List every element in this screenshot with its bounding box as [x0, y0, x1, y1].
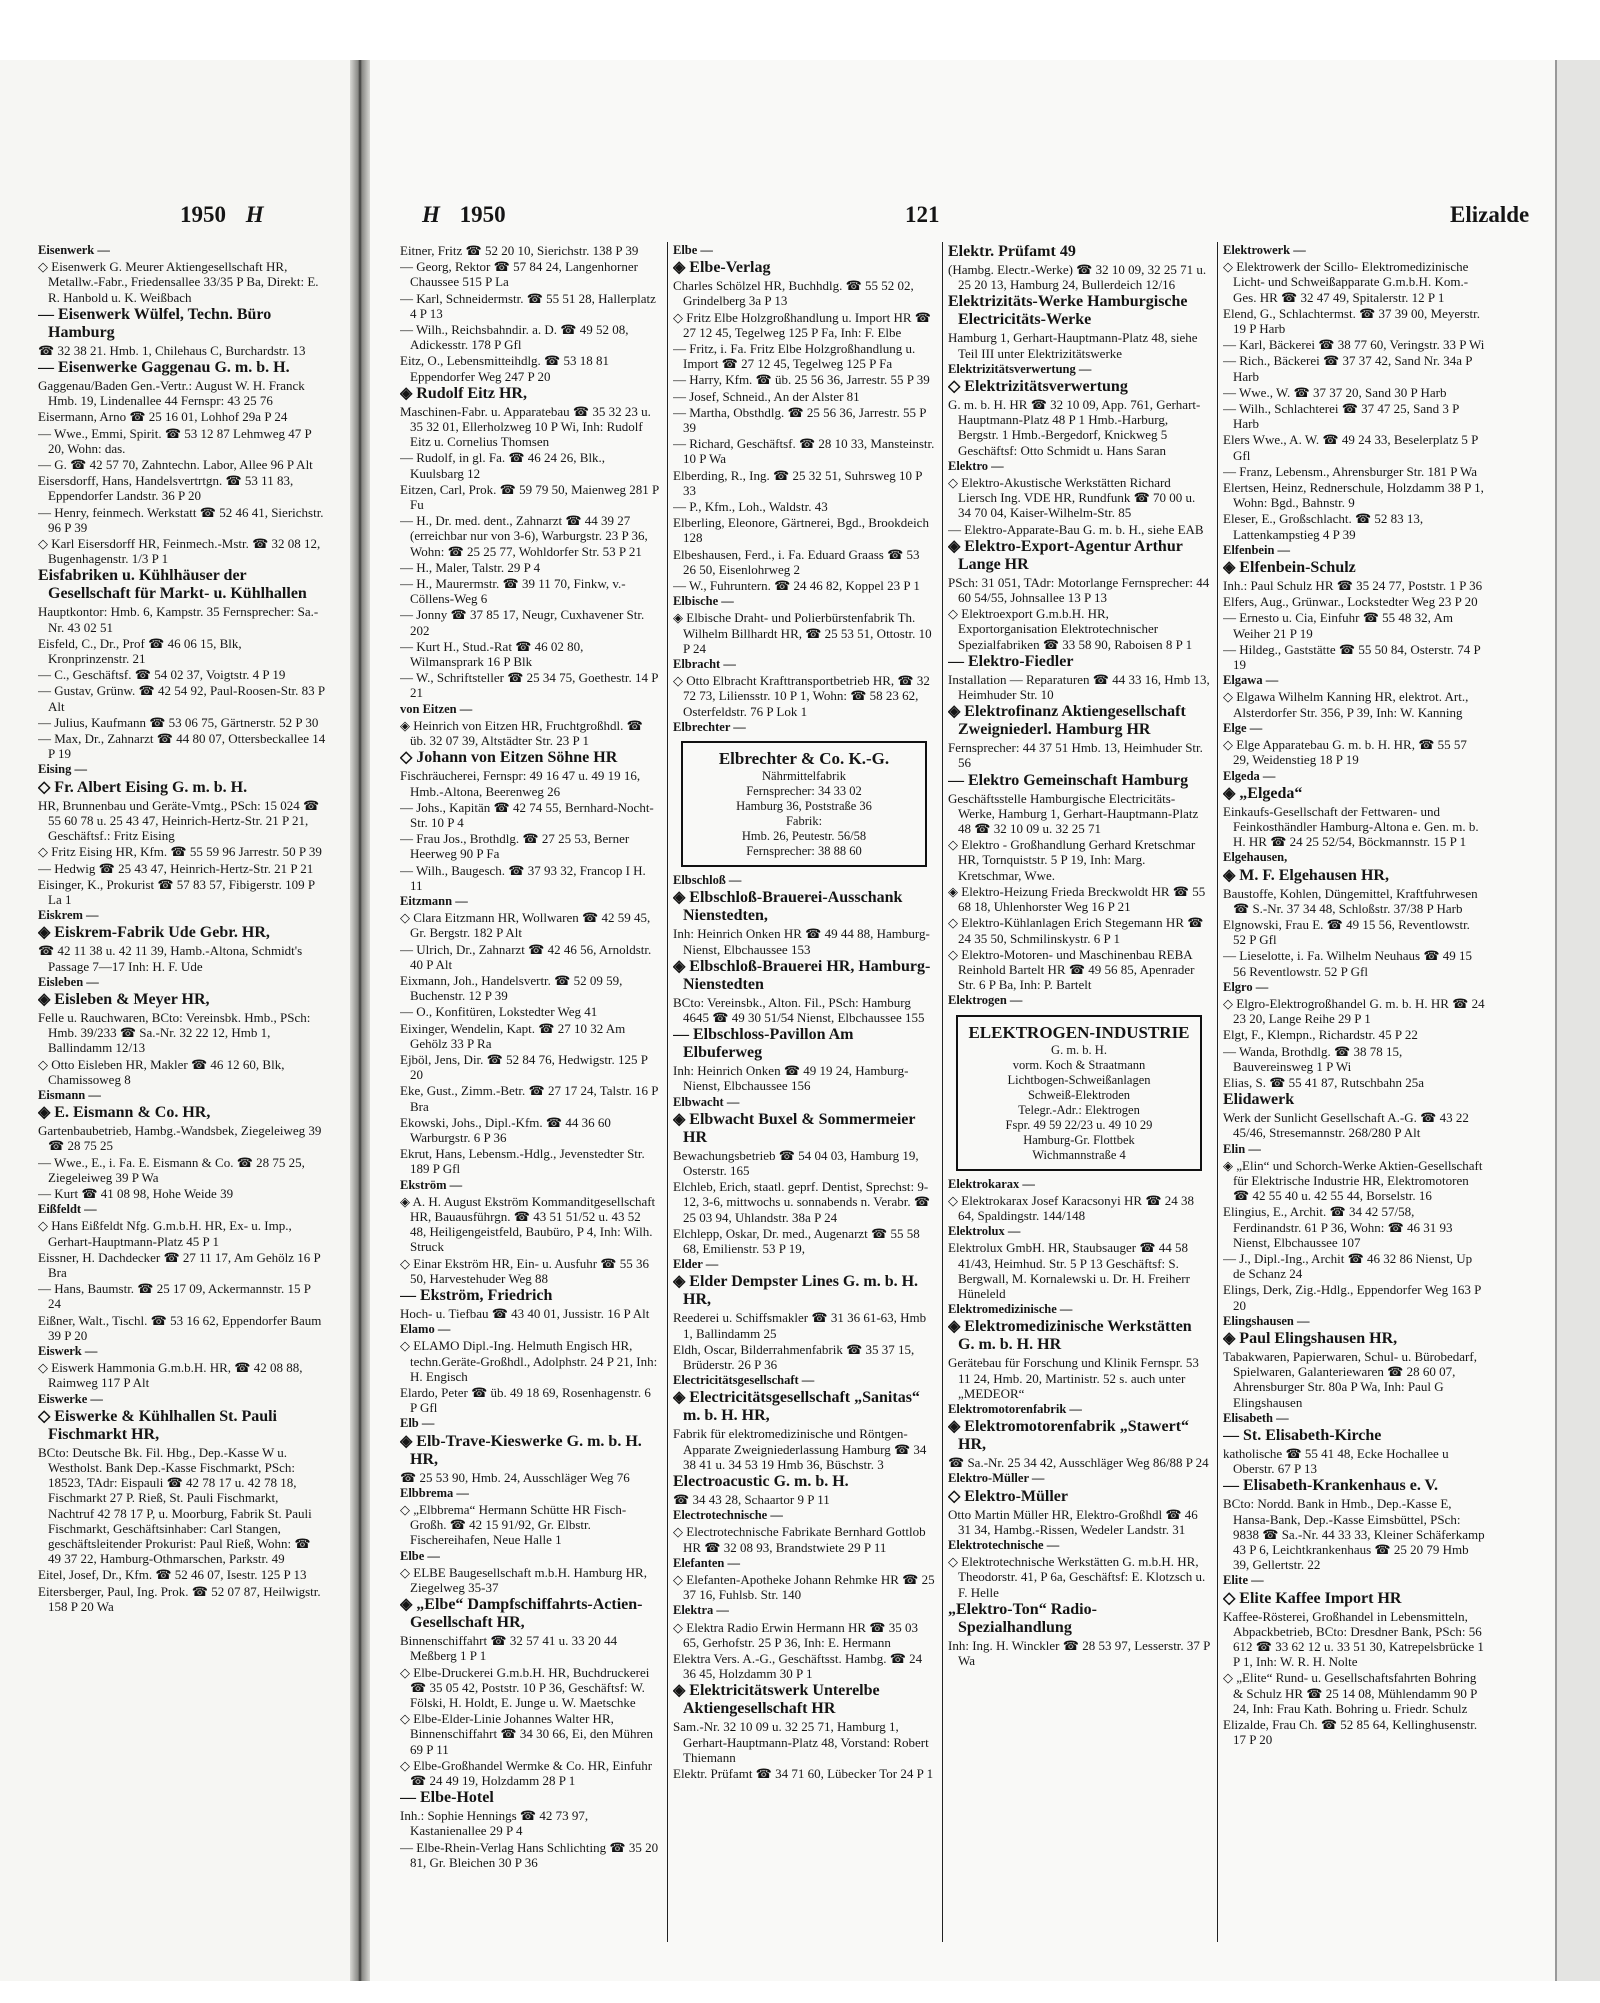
firm-name-heading: ◈ Elektromotorenfabrik „Stawert“ HR, [948, 1418, 1190, 1454]
keyword-heading: Elektrowerk — [1223, 243, 1306, 257]
firm-name-heading: — Eisenwerke Gaggenau G. m. b. H. [38, 359, 290, 377]
directory-entry: Eixmann, Joh., Handelsvertr. ☎ 52 09 59, Buchenstr. 12 P 39 [400, 972, 623, 1004]
directory-entry: Eitner, Fritz ☎ 52 20 10, Sierichstr. 138 P 39 [400, 243, 639, 258]
firm-name-heading: ◇ Elite Kaffee Import HR [1223, 1589, 1402, 1607]
directory-entry: ◇ Elbe-Elder-Linie Johannes Walter HR, Binnenschiffahrt ☎ 34 30 66, Ei, den Mühren 69 P 11 [400, 1711, 654, 1757]
directory-entry: ◇ Elefanten-Apotheke Johann Rehmke HR ☎ 25 37 16, Fuhlsb. Str. 140 [673, 1571, 935, 1603]
directory-entry: ☎ 25 53 90, Hmb. 24, Ausschläger Weg 76 [400, 1469, 630, 1485]
directory-entry: — Wwe., E., i. Fa. E. Eismann & Co. ☎ 28 75 25, Ziegeleiweg 39 P Wa [38, 1154, 305, 1185]
firm-name-heading: ◈ E. Eismann & Co. HR, [38, 1104, 211, 1122]
directory-entry: Elchleb, Erich, staatl. geprf. Dentist, Sprechst: 9-12, 3-6, mittwochs u. sonnabends n. Verabr. ☎ 25 03 94, Uhlandstr. 38a P 24 [673, 1179, 931, 1225]
directory-entry: ☎ 34 43 28, Schaartor 9 P 11 [673, 1491, 830, 1507]
column-rule [1217, 242, 1218, 1942]
directory-entry: Elberling, Eleonore, Gärtnerei, Bgd., Brookdeich 128 [673, 515, 929, 546]
right-column-1 [400, 243, 660, 2003]
directory-entry: Eisfeld, C., Dr., Prof ☎ 46 06 15, Blk, Kronprinzenstr. 21 [38, 635, 242, 667]
directory-entry: ◈ Elektro-Heizung Frieda Breckwoldt HR ☎ 55 68 18, Uhlenhorster Weg 16 P 21 [948, 883, 1206, 915]
keyword-heading: Elektro — [948, 458, 1004, 473]
directory-entry: Ekowski, Johs., Dipl.-Kfm. ☎ 44 36 60 Warburgstr. 6 P 36 [400, 1114, 611, 1145]
ad-line-6: Fspr. 49 59 22/23 u. 49 10 29 [1005, 1117, 1153, 1132]
directory-entry: Charles Schölzel HR, Buchhdlg. ☎ 55 52 02, Grindelberg 3a P 13 [673, 278, 914, 309]
keyword-heading: Elite — [1223, 1573, 1264, 1588]
directory-entry: — Max, Dr., Zahnarzt ☎ 44 80 07, Ottersbeckallee 14 P 19 [38, 731, 326, 762]
firm-name-heading: Eisfabriken u. Kühlhäuser der Gesellschaft für Markt- u. Kühlhallen [38, 567, 307, 603]
ad-line-2: vorm. Koch & Straatmann [1012, 1057, 1146, 1072]
page-number: 121 [905, 202, 940, 227]
directory-entry: — H., Maler, Talstr. 29 P 4 [400, 559, 541, 575]
keyword-heading: Elisabeth — [1223, 1410, 1289, 1425]
firm-name-heading: ◈ Electricitätsgesellschaft „Sanitas“ m. b. H. HR, [673, 1389, 920, 1425]
keyword-heading: Elektrizitätsverwertung — [948, 361, 1092, 376]
directory-entry: ◇ Einar Ekström HR, Ein- u. Ausfuhr ☎ 55 36 50, Harvestehuder Weg 88 [400, 1255, 649, 1286]
directory-entry: ◇ ELBE Baugesellschaft m.b.H. Hamburg HR, Ziegelweg 35-37 [400, 1564, 647, 1596]
running-head: Elizalde [1450, 202, 1530, 227]
directory-entry: ◇ Elektra Radio Erwin Hermann HR ☎ 35 03 65, Gerhofstr. 25 P 36, Inh: E. Hermann [673, 1619, 918, 1650]
keyword-heading: Elbbrema — [400, 1485, 469, 1500]
directory-entry: Ekrut, Hans, Lebensm.-Hdlg., Jevenstedter Str. 189 P Gfl [400, 1146, 645, 1177]
ad-line-3: Lichtbogen-Schweißanlagen [1007, 1072, 1151, 1087]
directory-entry: Elend, G., Schlachtermst. ☎ 37 39 00, Meyerstr. 19 P Harb [1223, 305, 1481, 337]
directory-entry: HR, Brunnenbau und Geräte-Vmtg., PSch: 15 024 ☎ 55 60 78 u. 25 43 47, Heinrich-Hertz-Str. 21 P 21, Geschäftsf.: Fritz Eising [38, 797, 320, 844]
firm-name-heading: ◇ Johann von Eitzen Söhne HR [400, 749, 618, 767]
directory-entry: ☎ 32 38 21. Hmb. 1, Chilehaus C, Burchardstr. 13 [38, 342, 306, 358]
directory-entry: ◇ Elbe-Großhandel Wermke & Co. HR, Einfuhr ☎ 24 49 19, Holzdamm 28 P 1 [400, 1757, 653, 1789]
ad-line-6: Fernsprecher: 38 88 60 [746, 844, 862, 859]
firm-name-heading: ◇ Elektro-Müller [948, 1487, 1068, 1505]
directory-entry: Reederei u. Schiffsmakler ☎ 31 36 61-63, Hmb 1, Ballindamm 25 [673, 1310, 927, 1341]
right-page-header-left [422, 202, 506, 228]
ad-line-7: Hamburg-Gr. Flottbek [1023, 1132, 1135, 1147]
directory-entry: — Frau Jos., Brothdlg. ☎ 27 25 53, Berner Heerweg 90 P Fa [400, 831, 630, 862]
keyword-heading: von Eitzen — [400, 701, 473, 716]
directory-entry: Elgnowski, Frau E. ☎ 49 15 56, Reventlowstr. 52 P Gfl [1223, 916, 1470, 948]
directory-entry: ◇ Elbe-Druckerei G.m.b.H. HR, Buchdruckerei ☎ 35 05 42, Poststr. 10 P 36, Geschäftsf: W. Fölski, H. Holdt, E. Junge u. W. Maetschke [400, 1664, 650, 1711]
firm-name-heading: — Elektro Gemeinschaft Hamburg [948, 771, 1189, 789]
directory-entry: Eisinger, K., Prokurist ☎ 57 83 57, Fibigerstr. 109 P La 1 [38, 876, 315, 907]
ad-line-1: Nährmittelfabrik [762, 769, 846, 784]
directory-entry: ◇ Otto Eisleben HR, Makler ☎ 46 12 60, Blk, Chamissoweg 8 [38, 1056, 285, 1087]
directory-entry: — Wwe., Emmi, Spirit. ☎ 53 12 87 Lehmweg 47 P 20, Wohn: das. [38, 425, 312, 456]
keyword-heading: Elbe — [673, 243, 713, 257]
directory-entry: Geschäftsstelle Hamburgische Electricitäts-Werke, Hamburg 1, Gerhart-Hauptmann-Platz 48 ☎ 32 10 09 u. 32 25 71 [948, 790, 1199, 837]
ad-line-8: Wichmannstraße 4 [1032, 1147, 1126, 1162]
left-page-header [180, 202, 264, 228]
directory-entry: Elektra Vers. A.-G., Geschäftsst. Hambg. ☎ 24 36 45, Holzdamm 30 P 1 [673, 1651, 923, 1682]
directory-entry: — O., Konfitüren, Lokstedter Weg 41 [400, 1004, 598, 1020]
ad-line-2: Fernsprecher: 34 33 02 [746, 784, 862, 799]
directory-entry: ◇ Clara Eitzmann HR, Wollwaren ☎ 42 59 45, Gr. Bergstr. 182 P Alt [400, 910, 651, 941]
ad-line-4: Fabrik: [785, 814, 823, 829]
keyword-heading: Elektrotechnische — [948, 1537, 1060, 1552]
directory-entry: ◇ „Elbbrema“ Hermann Schütte HR Fisch-Großh. ☎ 42 15 91/92, Gr. Elbstr. Fischereihafen, Neue Halle 1 [400, 1502, 627, 1548]
directory-entry: — Karl, Schneidermstr. ☎ 55 51 28, Hallerplatz 4 P 13 [400, 290, 656, 321]
firm-name-heading: Elektrizitäts-Werke Hamburgische Electricitäts-Werke [948, 293, 1188, 329]
directory-entry: Eissner, H. Dachdecker ☎ 27 11 17, Am Gehölz 16 P Bra [38, 1249, 321, 1280]
directory-entry: Elgt, F., Klempn., Richardstr. 45 P 22 [1223, 1027, 1418, 1043]
directory-entry: — Rudolf, in gl. Fa. ☎ 46 24 26, Blk., Kuulsbarg 12 [400, 450, 606, 481]
keyword-heading: Elingshausen — [1223, 1313, 1310, 1328]
firm-name-heading: ◇ Elektrizitätsverwertung [948, 378, 1128, 396]
keyword-heading: Eisenwerk — [38, 243, 110, 257]
directory-entry: — H., Maurermstr. ☎ 39 11 70, Finkw, v.-Cöllens-Weg 6 [400, 576, 626, 607]
directory-entry: Kaffee-Rösterei, Großhandel in Lebensmitteln, Abpackbetrieb, BCto: Dresdner Bank, PSch: 56 612 ☎ 33 62 12 u. 33 51 30, Katrepelsbrücke 1 P 1, Inh: W. R. H. Nolte [1223, 1608, 1484, 1670]
directory-entry: — Elektro-Apparate-Bau G. m. b. H., siehe EAB [948, 521, 1204, 537]
directory-entry: Fabrik für elektromedizinische und Röntgen-Apparate Zweigniederlassung Hamburg ☎ 34 38 41 u. 34 53 19 Hmb 36, Büschstr. 3 [673, 1426, 927, 1472]
directory-entry: Eisersdorff, Hans, Handelsvertrtgn. ☎ 53 11 83, Eppendorfer Landstr. 36 P 20 [38, 473, 294, 504]
keyword-heading: Elgehausen, [1223, 850, 1288, 865]
directory-entry: Maschinen-Fabr. u. Apparatebau ☎ 35 32 23 u. 35 32 01, Ellerholzweg 10 P Wi, Inh: Rudolf Eitz u. Cornelius Thomsen [400, 403, 651, 450]
keyword-heading: Eisleben — [38, 974, 99, 989]
directory-entry: Baustoffe, Kohlen, Düngemittel, Kraftfuhrwesen ☎ S.-Nr. 37 34 48, Schloßstr. 37/38 P Harb [1223, 885, 1478, 916]
directory-entry: Elias, S. ☎ 55 41 87, Rutschbahn 25a [1223, 1074, 1425, 1090]
directory-entry: Gartenbaubetrieb, Hambg.-Wandsbek, Ziegeleiweg 39 ☎ 28 75 25 [38, 1123, 322, 1154]
directory-entry: Eitersberger, Paul, Ing. Prok. ☎ 52 07 87, Heilwigstr. 158 P 20 Wa [38, 1583, 321, 1614]
firm-name-heading: ◈ Elb-Trave-Kieswerke G. m. b. H. HR, [400, 1432, 642, 1468]
directory-entry: ◇ Karl Eisersdorff HR, Feinmech.-Mstr. ☎ 32 08 12, Bugenhagenstr. 1/3 P 1 [38, 536, 321, 567]
directory-entry: Ejböl, Jens, Dir. ☎ 52 84 76, Hedwigstr. 125 P 20 [400, 1051, 648, 1083]
firm-name-heading: — Elektro-Fiedler [948, 652, 1074, 670]
directory-entry: — Richard, Geschäftsf. ☎ 28 10 33, Mansteinstr. 10 P Wa [673, 436, 935, 467]
keyword-heading: Elektromedizinische — [948, 1302, 1073, 1317]
keyword-heading: Elbracht — [673, 657, 736, 672]
keyword-heading: Elbwacht — [673, 1094, 740, 1109]
right-page-edge [1555, 60, 1600, 1981]
directory-entry: ◇ Elektrowerk der Scillo- Elektromedizinische Licht- und Schweißapparate G.m.b.H. Kom.-Ges. HR ☎ 32 47 49, Spitalerstr. 12 P 1 [1223, 259, 1469, 305]
directory-entry: — H., Dr. med. dent., Zahnarzt ☎ 44 39 27 (erreichbar nur von 3-6), Warburgstr. 23 P 36, Wohn: ☎ 25 25 77, Wohldorfer Str. 53 P 21 [400, 513, 648, 559]
directory-entry: Elfers, Aug., Grünwar., Lockstedter Weg 23 P 20 [1223, 594, 1478, 610]
directory-entry: ◇ Elgawa Wilhelm Kanning HR, elektrot. Art., Alsterdorfer Str. 356, P 39, Inh: W. Kanning [1223, 689, 1469, 720]
directory-entry: Eisermann, Arno ☎ 25 16 01, Lohhof 29a P 24 [38, 409, 288, 425]
keyword-heading: Elektra — [673, 1603, 729, 1618]
keyword-heading: Elfenbein — [1223, 542, 1291, 557]
directory-entry: — Gustav, Grünw. ☎ 42 54 92, Paul-Roosen-Str. 83 P Alt [38, 683, 325, 714]
directory-entry: ◇ Eiswerk Hammonia G.m.b.H. HR, ☎ 42 08 88, Raimweg 117 P Alt [38, 1360, 303, 1391]
directory-entry: Hamburg 1, Gerhart-Hauptmann-Platz 48, siehe Teil III unter Elektrizitätswerke [948, 330, 1198, 361]
keyword-heading: Elbschloß — [673, 873, 742, 888]
ad-line-5: Telegr.-Adr.: Elektrogen [1018, 1102, 1140, 1117]
ad-title: ELEKTROGEN-INDUSTRIE [968, 1022, 1190, 1042]
left-year: 1950 [180, 202, 226, 227]
right-column-3 [948, 243, 1210, 2003]
right-section-mark: H [422, 202, 440, 227]
directory-entry: ◇ Fritz Eising HR, Kfm. ☎ 55 59 96 Jarrestr. 50 P 39 [38, 844, 322, 860]
firm-name-heading: ◈ Elektro-Export-Agentur Arthur Lange HR [948, 537, 1183, 573]
directory-entry: katholische ☎ 55 41 48, Ecke Hochallee u Oberstr. 67 P 13 [1223, 1446, 1449, 1477]
directory-entry: — Wilh., Schlachterei ☎ 37 47 25, Sand 3 P Harb [1223, 401, 1459, 432]
directory-entry: — Hedwig ☎ 25 43 47, Heinrich-Hertz-Str. 21 P 21 [38, 860, 314, 876]
keyword-heading: Elgeda — [1223, 768, 1276, 783]
directory-entry: BCto: Deutsche Bk. Fil. Hbg., Dep.-Kasse W u. Westholst. Bank Dep.-Kasse Fischmarkt, PSch: 18523, TAdr: Eispauli ☎ 42 78 17 u. 42 78 18, Fischmarkt 27 P. Rieß, St. Pauli Fischmarkt, Nachtruf 42 78 17 P, u. Moorburg, Fabrik St. Pauli Fischmarkt, Geschäftsinhaber: Carl Stangen, geschäftsleitender Prokurist: Paul Rieß, Wohn: ☎ 49 37 22, Hamburg-Othmarschen, Parkstr. 49 [38, 1444, 312, 1567]
directory-entry: — C., Geschäftsf. ☎ 54 02 37, Voigtstr. 4 P 19 [38, 667, 286, 683]
ad-title: Elbrechter & Co. K.-G. [718, 749, 890, 769]
firm-name-heading: ◈ „Elbe“ Dampfschiffahrts-Actien-Gesellschaft HR, [400, 1596, 643, 1632]
directory-entry: BCto: Vereinsbk., Alton. Fil., PSch: Hamburg 4645 ☎ 49 30 51/54 Nienst, Elbchaussee 155 [673, 994, 925, 1025]
directory-entry: ◈ Heinrich von Eitzen HR, Fruchtgroßhdl. ☎ üb. 32 07 39, Altstädter Str. 23 P 1 [400, 717, 643, 749]
left-page-column [38, 243, 326, 2003]
directory-entry: ◇ Electrotechnische Fabrikate Bernhard Gottlob HR ☎ 32 08 93, Brandstwiete 29 P 11 [673, 1524, 926, 1555]
directory-entry: Otto Martin Müller HR, Elektro-Großhdl ☎ 46 31 34, Hambg.-Rissen, Wedeler Landstr. 31 [948, 1506, 1198, 1537]
keyword-heading: Elektrogen — [948, 993, 1023, 1008]
directory-entry: — Hildeg., Gaststätte ☎ 55 50 84, Osterstr. 74 P 19 [1223, 641, 1481, 673]
directory-entry: Elingius, E., Archit. ☎ 34 42 57/58, Ferdinandstr. 61 P 36, Wohn: ☎ 46 31 93 Nienst, Elbchaussee 107 [1223, 1204, 1453, 1250]
keyword-heading: Elbrechter — [673, 719, 746, 734]
directory-entry: ☎ Sa.-Nr. 25 34 42, Ausschläger Weg 86/88 P 24 [948, 1455, 1209, 1471]
firm-name-heading: ◈ Elfenbein-Schulz [1223, 559, 1356, 577]
column-rule [942, 242, 943, 1942]
keyword-heading: Elektrokarax — [948, 1176, 1035, 1191]
keyword-heading: Elbe — [400, 1548, 440, 1563]
ad-line-3: Hamburg 36, Poststraße 36 [736, 799, 872, 814]
directory-entry: — W., Fuhruntern. ☎ 24 46 82, Koppel 23 P 1 [673, 578, 920, 594]
directory-entry: Elizalde, Frau Ch. ☎ 52 85 64, Kellinghusenstr. 17 P 20 [1223, 1717, 1478, 1748]
directory-entry: Inh: Heinrich Onken ☎ 49 19 24, Hamburg-Nienst, Elbchaussee 156 [673, 1063, 909, 1094]
directory-entry: ◇ Elektroexport G.m.b.H. HR, Exportorganisation Elektrotechnischer Spezialfabriken ☎ 33 58 90, Raboisen 8 P 1 [948, 606, 1193, 652]
directory-entry: ◇ „Elite“ Rund- u. Gesellschaftsfahrten Bohring & Schulz HR ☎ 25 14 08, Mühlendamm 90 P 24, Inh: Frau Kath. Bohring u. Friedr. Schulz [1223, 1670, 1477, 1716]
directory-entry: Eldh, Oscar, Bilderrahmenfabrik ☎ 35 37 15, Brüderstr. 26 P 36 [673, 1341, 915, 1372]
directory-entry: ◇ Elektrokarax Josef Karacsonyi HR ☎ 24 38 64, Spaldingstr. 144/148 [948, 1192, 1195, 1223]
right-column-4 [1223, 243, 1485, 2003]
keyword-heading: Electricitätsgesellschaft — [673, 1373, 815, 1388]
keyword-heading: Eiskrem — [38, 908, 99, 923]
keyword-heading: Electrotechnische — [673, 1508, 783, 1523]
directory-entry: — G. ☎ 42 57 70, Zahntechn. Labor, Allee 96 P Alt [38, 457, 313, 473]
elbrechter-advertisement [681, 741, 927, 867]
directory-entry: Einkaufs-Gesellschaft der Fettwaren- und Feinkosthändler Hamburg-Altona e. Gen. m. b. H. HR ☎ 24 25 52/54, Böckmannstr. 15 P 1 [1223, 803, 1479, 850]
directory-entry: Fernsprecher: 44 37 51 Hmb. 13, Heimhuder Str. 56 [948, 740, 1203, 771]
directory-entry: ◇ Elektrotechnische Werkstätten G. m.b.H. HR, Theodorstr. 41, P 6a, Geschäftsf: E. Klotzsch u. F. Helle [948, 1554, 1206, 1600]
firm-name-heading: ◈ Elektricitätswerk Unterelbe Aktiengesellschaft HR [673, 1682, 880, 1718]
directory-entry: Elers Wwe., A. W. ☎ 49 24 33, Beselerplatz 5 P Gfl [1223, 432, 1478, 463]
directory-entry: Elektrolux GmbH. HR, Staubsauger ☎ 44 58 41/43, Heimhud. Str. 5 P 13 Geschäftsf: S. Bergwall, M. Kornalewski u. Dr. H. Freiherr Hüneleld [948, 1240, 1190, 1301]
keyword-heading: Elgawa — [1223, 673, 1279, 688]
firm-name-heading: Elidawerk [1223, 1091, 1295, 1109]
directory-entry: — W., Schriftsteller ☎ 25 34 75, Goethestr. 14 P 21 [400, 670, 659, 701]
directory-entry: ◇ Elektro-Motoren- und Maschinenbau REBA Reinhold Bartelt HR ☎ 49 56 85, Apenrader Str. 6 P Ba, Inh: P. Bartelt [948, 946, 1195, 993]
directory-entry: — Julius, Kaufmann ☎ 53 06 75, Gärtnerstr. 52 P 30 [38, 714, 319, 730]
directory-entry: ◇ Elge Apparatebau G. m. b. H. HR, ☎ 55 57 29, Weidenstieg 18 P 19 [1223, 737, 1467, 768]
keyword-heading: Elgro — [1223, 979, 1269, 994]
directory-entry: Gaggenau/Baden Gen.-Vertr.: August W. H. Franck Hmb. 19, Lindenallee 44 Fernspr: 43 25 76 [38, 378, 305, 409]
directory-entry: Hauptkontor: Hmb. 6, Kampstr. 35 Fernsprecher: Sa.-Nr. 43 02 51 [38, 604, 319, 635]
directory-entry: — Ernesto u. Cia, Einfuhr ☎ 55 48 32, Am Weiher 21 P 19 [1223, 610, 1453, 641]
keyword-heading: Elb — [400, 1416, 435, 1431]
directory-entry: Inh.: Paul Schulz HR ☎ 35 24 77, Poststr. 1 P 36 [1223, 578, 1483, 594]
directory-entry: — Kurt ☎ 41 08 98, Hohe Weide 39 [38, 1185, 234, 1201]
firm-name-heading: ◈ Paul Elingshausen HR, [1223, 1330, 1398, 1347]
directory-entry: Sam.-Nr. 32 10 09 u. 32 25 71, Hamburg 1, Gerhart-Hauptmann-Platz 48, Vorstand: Robert Thiemann [673, 1719, 929, 1765]
directory-entry: Felle u. Rauchwaren, BCto: Vereinsbk. Hmb., PSch: Hmb. 39/233 ☎ Sa.-Nr. 32 22 12, Hmb 1, Ballindamm 12/13 [38, 1009, 311, 1056]
directory-entry: ◈ „Elin“ und Schorch-Werke Aktien-Gesellschaft für Elektrische Industrie HR, Elektromotoren ☎ 42 55 40 u. 42 55 44, Borselstr. 16 [1223, 1157, 1483, 1204]
keyword-heading: Eitzmann — [400, 893, 468, 908]
keyword-heading: Eiswerk — [38, 1343, 98, 1358]
firm-name-heading: — Eisenwerk Wülfel, Techn. Büro Hamburg [38, 305, 272, 341]
firm-name-heading: ◈ Elektromedizinische Werkstätten G. m. b. H. HR [948, 1318, 1192, 1354]
book-gutter [350, 60, 370, 1981]
directory-entry: — Martha, Obsthdlg. ☎ 25 56 36, Jarrestr. 55 P 39 [673, 404, 926, 436]
directory-entry: Binnenschiffahrt ☎ 32 57 41 u. 33 20 44 Meßberg 1 P 1 [400, 1633, 618, 1664]
directory-entry: — Johs., Kapitän ☎ 42 74 55, Bernhard-Nocht-Str. 10 P 4 [400, 799, 654, 830]
directory-entry: — P., Kfm., Loh., Waldstr. 43 [673, 499, 828, 515]
directory-entry: ◇ ELAMO Dipl.-Ing. Helmuth Engisch HR, techn.Geräte-Großhdl., Adolphstr. 24 P 21, Inh: H. Engisch [400, 1338, 658, 1384]
directory-entry: — Jonny ☎ 37 85 17, Neugr, Cuxhavener Str. 202 [400, 607, 645, 638]
elektrogen-advertisement [956, 1015, 1202, 1171]
directory-entry: Inh: Ing. H. Winckler ☎ 28 53 97, Lesserstr. 37 P Wa [948, 1637, 1210, 1668]
firm-name-heading: ◈ Elder Dempster Lines G. m. b. H. HR, [673, 1273, 919, 1309]
directory-entry: Eitz, O., Lebensmitteihdlg. ☎ 53 18 81 Eppendorfer Weg 247 P 20 [400, 353, 609, 384]
directory-entry: — Karl, Bäckerei ☎ 38 77 60, Veringstr. 33 P Wi [1223, 337, 1485, 353]
directory-entry: — Elbe-Rhein-Verlag Hans Schlichting ☎ 35 20 81, Gr. Bleichen 30 P 36 [400, 1839, 659, 1870]
directory-entry: — Rich., Bäckerei ☎ 37 37 42, Sand Nr. 34a P Harb [1223, 353, 1472, 384]
firm-name-heading: ◈ Elektrofinanz Aktiengesellschaft Zweigniederl. Hamburg HR [948, 703, 1186, 739]
firm-name-heading: — Elbe-Hotel [400, 1789, 494, 1807]
directory-entry: Elberding, R., Ing. ☎ 25 32 51, Suhrsweg 10 P 33 [673, 467, 922, 498]
keyword-heading: Eismann — [38, 1087, 101, 1102]
firm-name-heading: Electroacustic G. m. b. H. [673, 1472, 849, 1490]
directory-entry: — Wilh., Reichsbahndir. a. D. ☎ 49 52 08, Adickesstr. 178 P Gfl [400, 322, 629, 353]
keyword-heading: Elin — [1223, 1141, 1261, 1156]
directory-entry: Inh.: Sophie Hennings ☎ 42 73 97, Kastanienallee 29 P 4 [400, 1808, 589, 1839]
directory-entry: Tabakwaren, Papierwaren, Schul- u. Bürobedarf, Spielwaren, Galanteriewaren ☎ 28 60 07, Ahrensburger Str. 80a P Wa, Inh: Paul G Elingshausen [1223, 1349, 1477, 1410]
firm-name-heading: ◈ Eiskrem-Fabrik Ude Gebr. HR, [38, 924, 270, 942]
directory-entry: Gerätebau für Forschung und Klinik Fernspr. 53 11 24, Hmb. 20, Martinistr. 52 s. auch unter „MEDEOR“ [948, 1355, 1199, 1401]
right-year: 1950 [459, 202, 506, 227]
directory-entry: Eke, Gust., Zimm.-Betr. ☎ 27 17 24, Talstr. 16 P Bra [400, 1083, 658, 1114]
firm-name-heading: ◈ „Elgeda“ [1223, 784, 1303, 802]
directory-entry: Eitel, Josef, Dr., Kfm. ☎ 52 46 07, Isestr. 125 P 13 [38, 1567, 307, 1583]
keyword-heading: Eiswerke — [38, 1391, 103, 1406]
firm-name-heading: — Elbschloss-Pavillon Am Elbuferweg [673, 1026, 854, 1062]
directory-entry: Bewachungsbetrieb ☎ 54 04 03, Hamburg 19, Osterstr. 165 [673, 1147, 919, 1178]
firm-name-heading: ◈ Elbwacht Buxel & Sommermeier HR [673, 1110, 916, 1146]
keyword-heading: Elge — [1223, 720, 1263, 735]
firm-name-heading: ◇ Eiswerke & Kühlhallen St. Pauli Fischmarkt HR, [38, 1407, 277, 1443]
right-page [370, 60, 1555, 1981]
firm-name-heading: — Elisabeth-Krankenhaus e. V. [1223, 1477, 1439, 1495]
right-column-2 [673, 243, 935, 2003]
firm-name-heading: ◈ Elbschloß-Brauerei-Ausschank Nienstedten, [673, 889, 903, 925]
firm-name-heading: ◈ Elbe-Verlag [673, 259, 771, 277]
directory-entry: Eleser, E., Großschlacht. ☎ 52 83 13, Lattenkampstieg 4 P 39 [1223, 511, 1424, 542]
firm-name-heading: „Elektro-Ton“ Radio-Spezialhandlung [948, 1600, 1097, 1636]
directory-entry: ◇ Otto Elbracht Krafttransportbetrieb HR, ☎ 32 72 73, Liliensstr. 10 P 1, Wohn: ☎ 58 23 62, Osterfeldstr. 76 P Lok 1 [673, 673, 930, 719]
directory-entry: — Hans, Baumstr. ☎ 25 17 09, Ackermannstr. 15 P 24 [38, 1281, 311, 1312]
directory-entry: ◇ Elektro-Kühlanlagen Erich Stegemann HR ☎ 24 35 50, Schmilinskystr. 6 P 1 [948, 915, 1204, 946]
directory-entry: — Fritz, i. Fa. Fritz Elbe Holzgroßhandlung u. Import ☎ 27 12 45, Tegelweg 125 P Fa [673, 341, 916, 372]
directory-entry: — Wwe., W. ☎ 37 37 20, Sand 30 P Harb [1223, 384, 1447, 400]
directory-entry: Eißner, Walt., Tischl. ☎ 53 16 62, Eppendorfer Baum 39 P 20 [38, 1312, 322, 1343]
directory-entry: ◇ Hans Eißfeldt Nfg. G.m.b.H. HR, Ex- u. Imp., Gerhart-Hauptmann-Platz 45 P 1 [38, 1218, 292, 1249]
keyword-heading: Ekström — [400, 1177, 463, 1192]
ad-line-1: G. m. b. H. [1051, 1042, 1107, 1057]
directory-entry: — Franz, Lebensm., Ahrensburger Str. 181 P Wa [1223, 463, 1477, 479]
directory-entry: Eitzen, Carl, Prok. ☎ 59 79 50, Maienweg 281 P Fu [400, 481, 659, 513]
keyword-heading: Eising — [38, 762, 87, 777]
firm-name-heading: Elektr. Prüfamt 49 [948, 243, 1076, 260]
directory-entry: — Harry, Kfm. ☎ üb. 25 56 36, Jarrestr. 55 P 39 [673, 372, 930, 388]
firm-name-heading: ◈ Rudolf Eitz HR, [400, 384, 527, 402]
directory-entry: Elardo, Peter ☎ üb. 49 18 69, Rosenhagenstr. 6 P Gfl [400, 1385, 651, 1416]
directory-entry: ◇ Elektro - Großhandlung Gerhard Kretschmar HR, Tornquiststr. 5 P 19, Inh: Marg. Kretschmar, Wwe. [948, 837, 1196, 883]
directory-entry: (Hambg. Electr.-Werke) ☎ 32 10 09, 32 25 71 u. 25 20 13, Hamburg 24, Bullerdeich 12/16 [948, 262, 1207, 293]
directory-entry: Installation — Reparaturen ☎ 44 33 16, Hmb 13, Heimhuder Str. 10 [948, 671, 1210, 703]
directory-entry: Elektr. Prüfamt ☎ 34 71 60, Lübecker Tor 24 P 1 [673, 1766, 934, 1782]
directory-entry: ◇ Eisenwerk G. Meurer Aktiengesellschaft HR, Metallw.-Fabr., Friedensallee 33/35 P Ba, Direkt: E. R. Hanbold u. K. Weißbach [38, 259, 319, 305]
directory-entry: ◇ Elgro-Elektrogroßhandel G. m. b. H. HR ☎ 24 23 20, Lange Reihe 29 P 1 [1223, 995, 1485, 1027]
firm-name-heading: ◈ Eisleben & Meyer HR, [38, 990, 210, 1008]
directory-entry: PSch: 31 051, TAdr: Motorlange Fernsprecher: 44 60 54/55, Johnsallee 13 P 13 [948, 574, 1210, 606]
directory-entry: — Henry, feinmech. Werkstatt ☎ 52 46 41, Sierichstr. 96 P 39 [38, 504, 324, 535]
keyword-heading: Elamo — [400, 1322, 451, 1337]
directory-entry: — Wilh., Baugesch. ☎ 37 93 32, Francop I H. 11 [400, 862, 646, 893]
directory-entry: — Lieselotte, i. Fa. Wilhelm Neuhaus ☎ 49 15 56 Reventlowstr. 52 P Gfl [1223, 948, 1473, 979]
directory-entry: ◈ Elbische Draht- und Polierbürstenfabrik Th. Wilhelm Billhardt HR, ☎ 25 53 51, Ottostr. 10 P 24 [673, 610, 932, 656]
ad-line-5: Hmb. 26, Peutestr. 56/58 [741, 829, 867, 844]
keyword-heading: Elefanten — [673, 1555, 741, 1570]
firm-name-heading: ◈ Elbschloß-Brauerei HR, Hamburg-Nienstedten [673, 957, 931, 993]
keyword-heading: Elder — [673, 1257, 719, 1272]
directory-entry: — J., Dipl.-Ing., Archit ☎ 46 32 86 Nienst, Up de Schanz 24 [1223, 1250, 1473, 1282]
firm-name-heading: — Ekström, Friedrich [400, 1287, 553, 1304]
left-section-mark: H [245, 202, 264, 227]
firm-name-heading: ◇ Fr. Albert Eising G. m. b. H. [38, 778, 248, 796]
directory-entry: ◈ A. H. August Ekström Kommanditgesellschaft HR, Bauausführgn. ☎ 43 51 51/52 u. 43 52 48, Heiligengeistfeld, Baubüro, P 4, Inh: Wilh. Struck [400, 1193, 656, 1255]
directory-entry: Inh: Heinrich Onken HR ☎ 49 44 88, Hamburg-Nienst, Elbchaussee 153 [673, 926, 930, 957]
directory-entry: Elchlepp, Oskar, Dr. med., Augenarzt ☎ 55 58 68, Emilienstr. 53 P 19, [673, 1225, 920, 1256]
firm-name-heading: — St. Elisabeth-Kirche [1223, 1427, 1382, 1445]
directory-entry: ◇ Fritz Elbe Holzgroßhandlung u. Import HR ☎ 27 12 45, Tegelweg 125 P Fa, Inh: F. Elbe [673, 309, 931, 340]
directory-entry: — Georg, Rektor ☎ 57 84 24, Langenhorner Chaussee 515 P La [400, 259, 638, 290]
directory-entry: ☎ 42 11 38 u. 42 11 39, Hamb.-Altona, Schmidt's Passage 7—17 Inh: H. F. Ude [38, 943, 303, 974]
left-page [0, 60, 350, 1981]
directory-entry: Hoch- u. Tiefbau ☎ 43 40 01, Jussistr. 16 P Alt [400, 1306, 650, 1321]
keyword-heading: Eißfeldt — [38, 1202, 97, 1217]
directory-entry: Elbeshausen, Ferd., i. Fa. Eduard Graass ☎ 53 26 50, Eisenlohrweg 2 [673, 546, 920, 577]
directory-entry: — Kurt H., Stud.-Rat ☎ 46 02 80, Wilmansprark 16 P Blk [400, 638, 584, 670]
directory-entry: — Josef, Schneid., An der Alster 81 [673, 388, 860, 404]
directory-entry: Elings, Derk, Zig.-Hdlg., Eppendorfer Weg 163 P 20 [1223, 1282, 1481, 1313]
directory-entry: Werk der Sunlicht Gesellschaft A.-G. ☎ 43 22 45/46, Stresemannstr. 268/280 P Alt [1223, 1110, 1469, 1141]
keyword-heading: Elektromotorenfabrik — [948, 1401, 1082, 1416]
column-rule [667, 242, 668, 1942]
directory-entry: BCto: Nordd. Bank in Hmb., Dep.-Kasse E, Hansa-Bank, Dep.-Kasse Eimsbüttel, PSch: 9838 ☎ Sa.-Nr. 44 33 33, Kleiner Schäferkamp 43 P 6, Leichtkrankenhaus ☎ 25 20 79 Hmb 39, Gellertstr. 22 [1223, 1496, 1485, 1573]
ad-line-4: Schweiß-Elektroden [1027, 1087, 1131, 1102]
directory-entry: — Wanda, Brothdlg. ☎ 38 78 15, Bauvereinsweg 1 P Wi [1223, 1043, 1403, 1074]
keyword-heading: Elektrolux — [948, 1224, 1021, 1239]
directory-entry: Elertsen, Heinz, Rednerschule, Holzdamm 38 P 1, Wohn: Bgd., Bahnstr. 9 [1223, 480, 1484, 511]
directory-entry: G. m. b. H. HR ☎ 32 10 09, App. 761, Gerhart-Hauptmann-Platz 48 P 1 Hmb.-Harburg, Bergstr. 1 Hmb.-Bergedorf, Knickweg 5 Geschäftsf: Otto Schmidt u. Hans Saran [948, 397, 1201, 458]
keyword-heading: Elektro-Müller — [948, 1471, 1045, 1486]
firm-name-heading: ◈ M. F. Elgehausen HR, [1223, 866, 1389, 884]
directory-entry: — Ulrich, Dr., Zahnarzt ☎ 42 46 56, Arnoldstr. 40 P Alt [400, 941, 652, 972]
keyword-heading: Elbische — [673, 594, 734, 609]
directory-entry: Eixinger, Wendelin, Kapt. ☎ 27 10 32 Am Gehölz 33 P Ra [400, 1020, 626, 1051]
directory-entry: Fischräucherei, Fernspr: 49 16 47 u. 49 19 16, Hmb.-Altona, Beerenweg 26 [400, 768, 641, 799]
directory-entry: ◇ Elektro-Akustische Werkstätten Richard Liersch Ing. VDE HR, Rundfunk ☎ 70 00 u. 34 70 04, Kaiser-Wilhelm-Str. 85 [948, 475, 1196, 521]
